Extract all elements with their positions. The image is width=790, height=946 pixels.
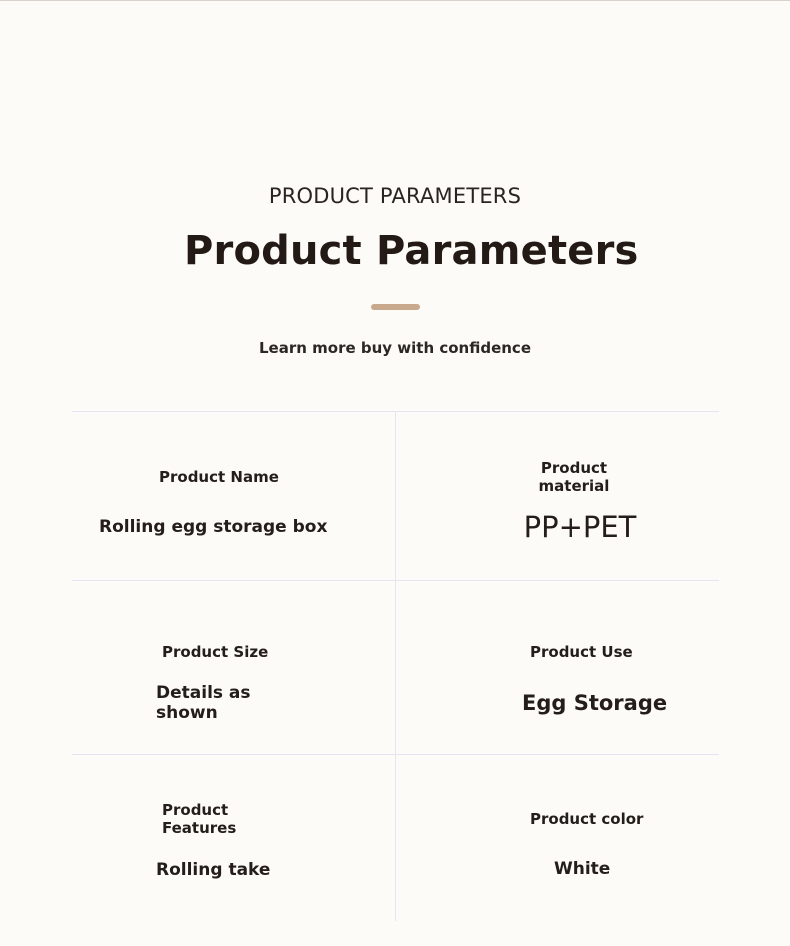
product-color-value: White: [554, 859, 611, 879]
product-size-value-line-1: Details as: [156, 683, 251, 703]
product-name-label: Product Name: [159, 468, 279, 486]
product-name-value: Rolling egg storage box: [99, 517, 328, 537]
product-material-label: [524, 459, 624, 495]
product-material-label-line-1: Product: [540, 459, 608, 477]
page-title: Product Parameters: [184, 228, 639, 274]
product-size-label: Product Size: [162, 643, 269, 661]
product-material-value: PP+PET: [523, 510, 637, 544]
product-features-value: Rolling take: [156, 860, 271, 880]
product-size-value-line-2: shown: [156, 703, 218, 723]
accent-divider: [371, 304, 420, 310]
product-material-label-line-2: material: [538, 477, 610, 495]
product-color-label: Product color: [530, 810, 644, 828]
product-features-label-line-1: Product: [162, 801, 229, 819]
product-features-label-line-2: Features: [162, 819, 237, 837]
top-border-line: [0, 0, 790, 1]
product-size-value: [156, 683, 276, 723]
product-use-value: Egg Storage: [522, 691, 668, 715]
grid-line-center: [395, 411, 396, 921]
section-subtitle: Learn more buy with confidence: [258, 339, 531, 357]
product-use-label: Product Use: [530, 643, 633, 661]
product-features-label: [162, 801, 262, 837]
section-eyebrow: PRODUCT PARAMETERS: [268, 184, 522, 208]
